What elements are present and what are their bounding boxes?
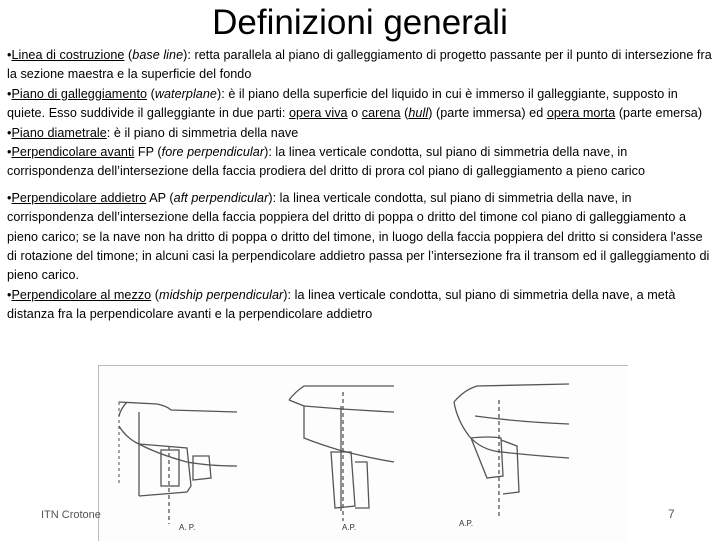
text: ): è il piano della superficie del liquido in cui è immerso il galleggiante, supposto in quiete. Esso suddivide il galleggiante in due parti: <box>7 86 678 121</box>
term-carena: carena <box>361 106 401 121</box>
english-term: midship perpendicular <box>159 287 284 302</box>
text: (parte emersa) <box>615 106 703 121</box>
definition-waterplane <box>7 85 713 124</box>
term-piano-diametrale: Piano diametrale <box>11 125 107 140</box>
ap-label-2: A.P. <box>342 523 357 532</box>
bullet: • <box>7 287 12 302</box>
page-number: 7 <box>668 507 675 521</box>
ap-label-1: A. P. <box>179 523 196 532</box>
text: ( <box>124 48 133 62</box>
footer-school-name: ITN Crotone <box>41 509 101 521</box>
stern-profile-2 <box>289 386 394 521</box>
bullet: • <box>7 86 12 101</box>
text: FP ( <box>134 145 162 160</box>
slide-title: Definizioni generali <box>212 3 508 42</box>
text: ) (parte immersa) ed <box>428 106 547 121</box>
text: o <box>347 106 362 121</box>
definition-piano-diametrale <box>7 124 713 143</box>
ap-label-3: A.P. <box>459 519 474 528</box>
english-term: fore perpendicular <box>161 145 265 160</box>
english-term: aft perpendicular <box>173 190 269 205</box>
english-term-hull: hull <box>408 106 429 121</box>
bullet: • <box>7 125 12 140</box>
stern-profiles-figure <box>98 365 628 541</box>
stern-profile-1 <box>119 402 237 524</box>
definition-aft-perpendicular <box>7 189 713 286</box>
text: : è il piano di simmetria della nave <box>106 125 299 140</box>
text: ( <box>147 86 155 101</box>
definitions-body <box>7 46 713 325</box>
definition-base-line <box>7 46 713 85</box>
english-term: base line <box>132 48 184 62</box>
definition-fore-perpendicular <box>7 143 713 182</box>
term-perpendicolare-al-mezzo: Perpendicolare al mezzo <box>11 287 152 302</box>
text: AP ( <box>146 190 174 205</box>
bullet: • <box>7 145 12 160</box>
text: ): retta parallela al piano di galleggiamento di progetto passante per il punto di intersezione fra la sezione maestra e la superficie del fondo <box>7 48 712 82</box>
term-linea-di-costruzione: Linea di costruzione <box>11 48 125 62</box>
stern-profiles-drawing <box>99 366 628 541</box>
text: ): la linea verticale condotta, sul piano di simmetria della nave, in corrispondenza dell’intersezione della faccia poppiera del dritto di poppa o dritto del timone col piano di galleggiamento a pieno carico; se la nave non ha dritto di poppa o dritto del timone, in luogo della faccia poppiera del dritto si considera l'asse di rotazione del timone; in alcuni casi la perpendicolare addietro passa per l’intersezione fra il transom ed il galleggiamento di pieno carico. <box>7 190 710 283</box>
term-opera-morta: opera morta <box>546 106 616 121</box>
term-opera-viva: opera viva <box>289 106 348 121</box>
text: ): la linea verticale condotta, sul piano di simmetria della nave, a metà distanza fra la perpendicolare avanti e la perpendicolare addietro <box>7 287 676 322</box>
term-perpendicolare-addietro: Perpendicolare addietro <box>11 190 147 205</box>
text: ( <box>400 106 409 121</box>
stern-profile-3 <box>454 384 569 518</box>
text: ( <box>151 287 160 302</box>
definition-midship-perpendicular <box>7 286 713 325</box>
term-piano-di-galleggiamento: Piano di galleggiamento <box>11 86 148 101</box>
bullet: • <box>7 190 12 205</box>
english-term: waterplane <box>154 86 217 101</box>
text: ): la linea verticale condotta, sul piano di simmetria della nave, in corrispondenza dell’intersezione della faccia prodiera del dritto di prora col piano di galleggiamento a pieno carico <box>7 145 646 179</box>
term-perpendicolare-avanti: Perpendicolare avanti <box>11 145 135 160</box>
bullet: • <box>7 48 12 62</box>
